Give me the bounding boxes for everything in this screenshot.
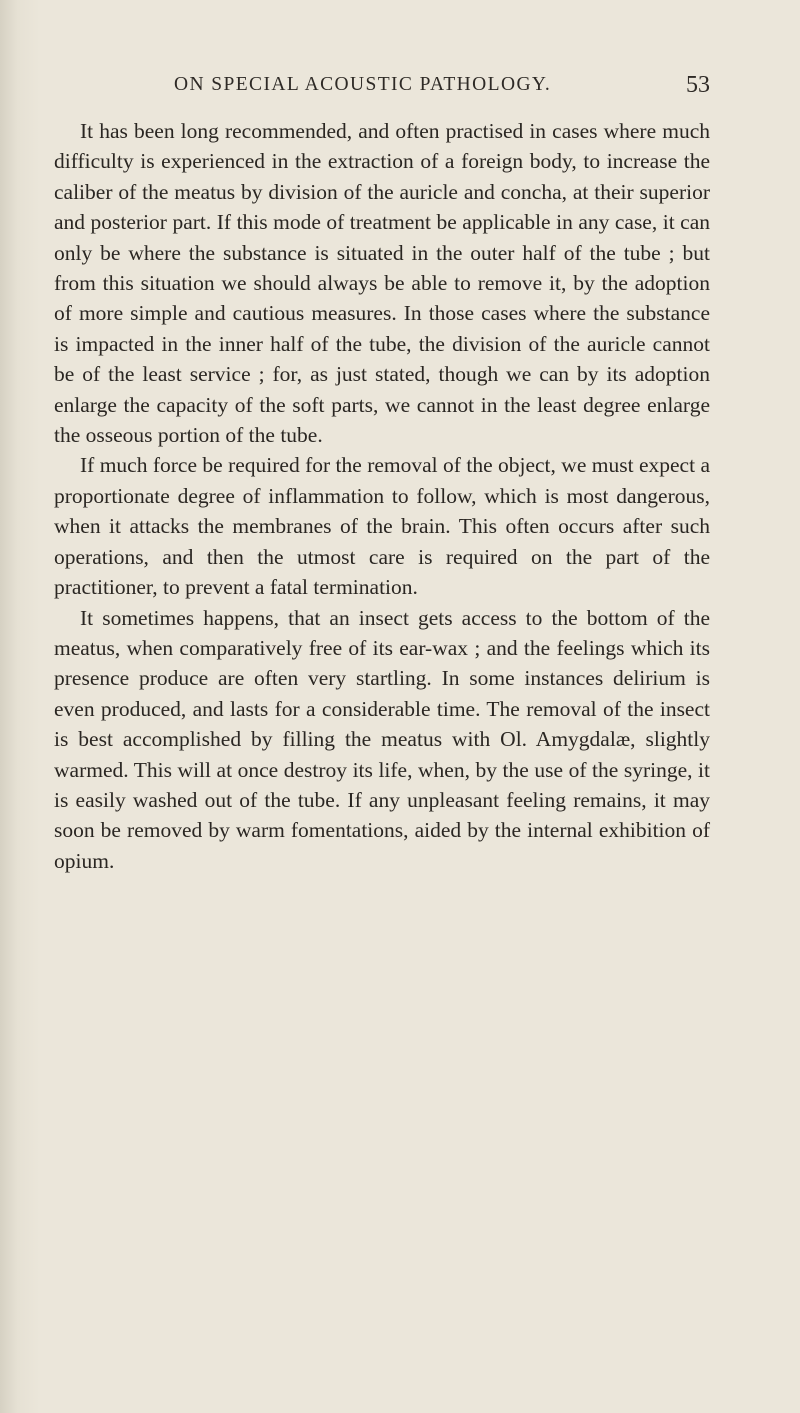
paragraph-foreign-body-extraction: It has been long recommended, and often practised in cases where much difficulty is experienced in the extraction of a foreign body, to increase the caliber of the meatus by division of the auricle and concha, at their superior and posterior part. If this mode of treatment be applicable in any case, it can only be where the substance is situated in the outer half of the tube ; but from this situation we should always be able to remove it, by the adoption of more simple and cautious measures. In those cases where the substance is impacted in the inner half of the tube, the division of the auricle cannot be of the least service ; for, as just stated, though we can by its adoption enlarge the capacity of the soft parts, we cannot in the least degree enlarge the osseous portion of the tube. — [54, 119, 710, 448]
body-text — [54, 116, 710, 876]
page-header — [54, 74, 710, 106]
paragraph-insect-in-meatus: It sometimes happens, that an insect gets access to the bottom of the meatus, when comparatively free of its ear-wax ; and the feelings which its presence produce are often very startling. In some instances delirium is even produced, and lasts for a considerable time. The removal of the insect is best accomplished by filling the meatus with Ol. Amygdalæ, slightly warmed. This will at once destroy its life, when, by the use of the syringe, it is easily washed out of the tube. If any unpleasant feeling remains, it may soon be removed by warm fomentations, aided by the internal exhibition of opium. — [54, 605, 710, 873]
paragraph-inflammation-risk: If much force be required for the removal of the object, we must expect a proportionate degree of inflammation to follow, which is most dangerous, when it attacks the membranes of the brain. This often occurs after such operations, and then the utmost care is required on the part of the practitioner, to prevent a fatal termination. — [54, 453, 710, 600]
running-head: ON SPECIAL ACOUSTIC PATHOLOGY. — [174, 74, 552, 95]
page-number: 53 — [686, 72, 710, 98]
